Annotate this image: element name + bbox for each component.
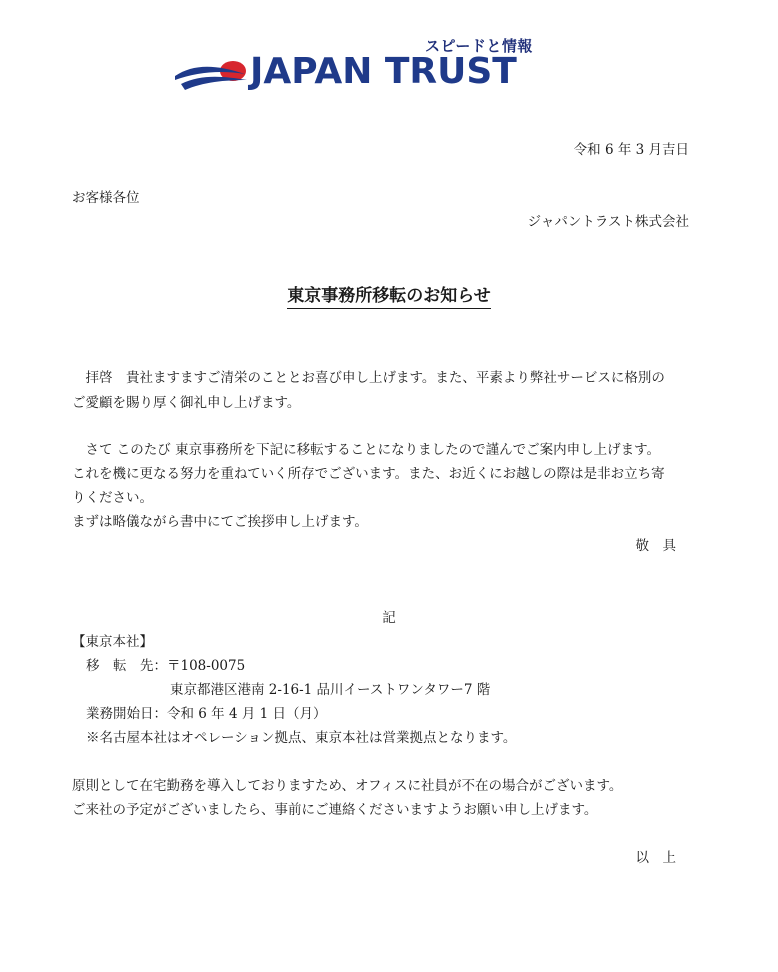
logo-brand-text: JAPAN TRUST [250, 51, 517, 92]
postal-code: 〒108-0075 [167, 658, 246, 674]
footer-line: 原則として在宅勤務を導入しておりますため、オフィスに社員が不在の場合がございます。 [72, 778, 623, 794]
body-line: りください。 [72, 490, 153, 506]
start-row [86, 702, 327, 722]
office-note: ※名古屋本社はオペレーション拠点、東京本社は営業拠点となります。 [86, 730, 517, 746]
recipient: お客様各位 [72, 190, 140, 206]
start-label: 業務開始日： [86, 706, 167, 722]
section-heading: 【東京本社】 [72, 634, 153, 650]
company-logo [175, 35, 590, 97]
sender-company: ジャパントラスト株式会社 [527, 214, 689, 230]
ki-heading: 記 [382, 610, 396, 626]
wave-icon [175, 58, 251, 92]
body-line: まずは略儀ながら書中にてご挨拶申し上げます。 [72, 514, 368, 530]
logo-tagline: スピードと情報 [425, 37, 533, 55]
issue-date: 令和 6 年 3 月吉日 [573, 142, 689, 158]
closing-keigu: 敬 具 [635, 538, 676, 554]
destination-row [86, 654, 245, 674]
start-date: 令和 6 年 4 月 1 日（月） [167, 706, 327, 722]
address: 東京都港区港南 2-16-1 品川イーストワンタワー7 階 [170, 682, 491, 698]
body-line: これを機に更なる努力を重ねていく所存でございます。また、お近くにお越しの際は是非お立ち寄 [72, 466, 665, 482]
footer-line: ご来社の予定がございましたら、事前にご連絡くださいますようお願い申し上げます。 [72, 802, 598, 818]
document-title: 東京事務所移転のお知らせ [0, 281, 778, 306]
closing-ijou: 以 上 [635, 850, 676, 866]
body-line: さて このたび 東京事務所を下記に移転することになりましたので謹んでご案内申し上げます。 [72, 442, 661, 458]
body-line: 拝啓 貴社ますますご清栄のこととお喜び申し上げます。また、平素より弊社サービスに格別の [72, 370, 665, 386]
destination-label: 移 転 先： [86, 658, 167, 674]
body-line: ご愛顧を賜り厚く御礼申し上げます。 [72, 395, 301, 411]
